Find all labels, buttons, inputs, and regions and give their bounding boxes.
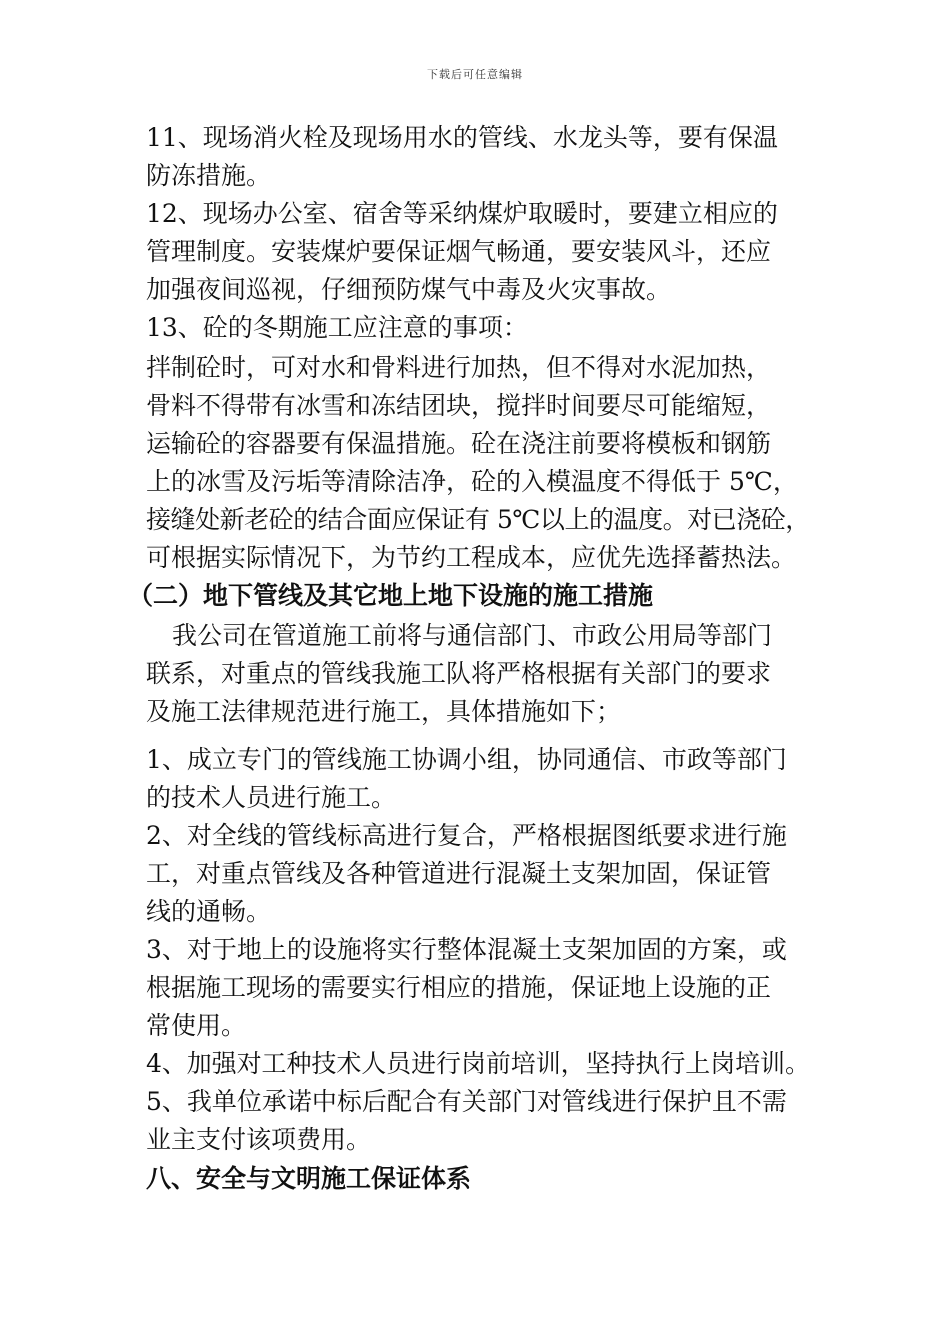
paragraph-line: 13、砼的冬期施工应注意的事项： [146, 313, 528, 342]
paragraph-line: 上的冰雪及污垢等清除洁净，砼的入模温度不得低于 5℃， [146, 467, 798, 496]
paragraph-line: 业主支付该项费用。 [146, 1125, 372, 1154]
section-heading: 八、安全与文明施工保证体系 [146, 1164, 472, 1193]
paragraph-line: 运输砼的容器要有保温措施。砼在浇注前要将模板和钢筋 [146, 429, 772, 458]
paragraph-line: 11、现场消火栓及现场用水的管线、水龙头等，要有保温 [146, 123, 778, 152]
paragraph-line: 工，对重点管线及各种管道进行混凝土支架加固，保证管 [146, 859, 772, 888]
paragraph-line: 防冻措施。 [146, 161, 272, 190]
paragraph-line: 联系，对重点的管线我施工队将严格根据有关部门的要求 [146, 659, 772, 688]
paragraph-line: 5、我单位承诺中标后配合有关部门对管线进行保护且不需 [146, 1087, 787, 1116]
paragraph-line: 2、对全线的管线标高进行复合，严格根据图纸要求进行施 [146, 821, 787, 850]
paragraph-line: 1、成立专门的管线施工协调小组，协同通信、市政等部门 [146, 745, 787, 774]
paragraph-line: 及施工法律规范进行施工，具体措施如下； [146, 697, 622, 726]
paragraph-line: 常使用。 [146, 1011, 247, 1040]
paragraph-line: 拌制砼时，可对水和骨料进行加热，但不得对水泥加热， [146, 353, 772, 382]
paragraph-line: 可根据实际情况下，为节约工程成本，应优先选择蓄热法。 [146, 543, 797, 572]
paragraph-line: 3、对于地上的设施将实行整体混凝土支架加固的方案，或 [146, 935, 787, 964]
paragraph-line: 根据施工现场的需要实行相应的措施，保证地上设施的正 [146, 973, 772, 1002]
page-header: 下载后可任意编辑 [427, 68, 523, 81]
paragraph-line: 的技术人员进行施工。 [146, 783, 397, 812]
paragraph-line: 管理制度。安装煤炉要保证烟气畅通，要安装风斗，还应 [146, 237, 772, 266]
section-heading: （二）地下管线及其它地上地下设施的施工措施 [128, 581, 654, 610]
paragraph-line: 12、现场办公室、宿舍等采纳煤炉取暖时，要建立相应的 [146, 199, 778, 228]
paragraph-line: 接缝处新老砼的结合面应保证有 5℃以上的温度。对已浇砼， [146, 505, 810, 534]
paragraph-line: 4、加强对工种技术人员进行岗前培训，坚持执行上岗培训。 [146, 1049, 810, 1078]
paragraph-line: 线的通畅。 [146, 897, 272, 926]
paragraph-line: 加强夜间巡视，仔细预防煤气中毒及火灾事故。 [146, 275, 672, 304]
paragraph-line: 我公司在管道施工前将与通信部门、市政公用局等部门 [172, 621, 773, 650]
paragraph-line: 骨料不得带有冰雪和冻结团块，搅拌时间要尽可能缩短， [146, 391, 772, 420]
